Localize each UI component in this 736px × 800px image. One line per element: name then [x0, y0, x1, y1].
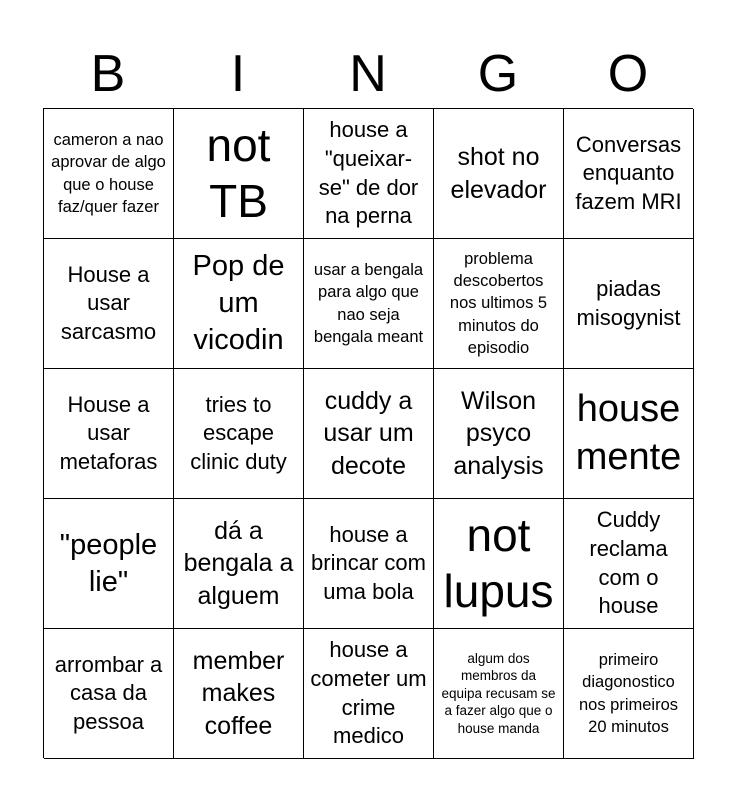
bingo-cell-5[interactable] — [564, 109, 694, 239]
bingo-cell-22[interactable] — [174, 629, 304, 759]
cell-text: primeiro diagonostico nos primeiros 20 minutos — [578, 650, 679, 736]
cell-text: house a brincar com uma bola — [311, 521, 426, 604]
bingo-cell-16[interactable] — [44, 499, 174, 629]
cell-text: arrombar a casa da pessoa — [54, 651, 163, 734]
bingo-cell-7[interactable] — [174, 239, 304, 369]
cell-text: piadas misogynist — [576, 275, 681, 330]
bingo-cell-19[interactable] — [434, 499, 564, 629]
cell-text: Conversas enquanto fazem MRI — [575, 131, 682, 214]
cell-text: house a "queixar-se" de dor na perna — [318, 117, 419, 229]
cell-text: cameron a nao aprovar de algo que o house faz/quer fazer — [51, 130, 166, 216]
bingo-cell-9[interactable] — [434, 239, 564, 369]
header-letter-b: B — [90, 45, 126, 103]
header-letter-g: G — [477, 45, 519, 103]
bingo-cell-3[interactable] — [304, 109, 434, 239]
bingo-grid — [43, 108, 693, 758]
bingo-header — [43, 40, 693, 108]
cell-text: Pop de um vicodin — [192, 250, 285, 356]
cell-text: house a cometer um crime medico — [310, 637, 427, 749]
bingo-cell-15[interactable] — [564, 369, 694, 499]
bingo-cell-18[interactable] — [304, 499, 434, 629]
bingo-cell-2[interactable] — [174, 109, 304, 239]
bingo-cell-10[interactable] — [564, 239, 694, 369]
cell-text: house mente — [575, 388, 682, 478]
cell-text: House a usar metaforas — [59, 391, 158, 474]
bingo-cell-14[interactable] — [434, 369, 564, 499]
cell-text: tries to escape clinic duty — [190, 391, 287, 474]
cell-text: "people lie" — [59, 528, 158, 598]
bingo-cell-11[interactable] — [44, 369, 174, 499]
bingo-cell-13[interactable] — [304, 369, 434, 499]
bingo-cell-21[interactable] — [44, 629, 174, 759]
cell-text: shot no elevador — [450, 143, 547, 204]
header-letter-i: I — [230, 45, 246, 103]
bingo-cell-23[interactable] — [304, 629, 434, 759]
header-letter-o: O — [607, 45, 649, 103]
cell-text: cuddy a usar um decote — [323, 386, 414, 480]
bingo-cell-4[interactable] — [434, 109, 564, 239]
cell-text: Cuddy reclama com o house — [589, 507, 668, 619]
bingo-cell-24[interactable] — [434, 629, 564, 759]
header-letter-n: N — [349, 45, 387, 103]
bingo-cell-8[interactable] — [304, 239, 434, 369]
bingo-cell-1[interactable] — [44, 109, 174, 239]
bingo-cell-25[interactable] — [564, 629, 694, 759]
cell-text: Wilson psyco analysis — [453, 386, 544, 480]
bingo-cell-20[interactable] — [564, 499, 694, 629]
cell-text: problema descobertos nos ultimos 5 minutos do episodio — [449, 249, 548, 357]
cell-text: dá a bengala a alguem — [183, 516, 294, 610]
cell-text: member makes coffee — [192, 646, 285, 740]
cell-text: algum dos membros da equipa recusam se a fazer algo que o house manda — [441, 650, 556, 736]
cell-text: House a usar sarcasmo — [60, 261, 157, 344]
bingo-cell-6[interactable] — [44, 239, 174, 369]
cell-text: usar a bengala para algo que nao seja bengala meant — [313, 260, 424, 346]
cell-text: not lupus — [443, 509, 554, 617]
bingo-cell-17[interactable] — [174, 499, 304, 629]
cell-text: not TB — [206, 119, 271, 227]
bingo-cell-12[interactable] — [174, 369, 304, 499]
